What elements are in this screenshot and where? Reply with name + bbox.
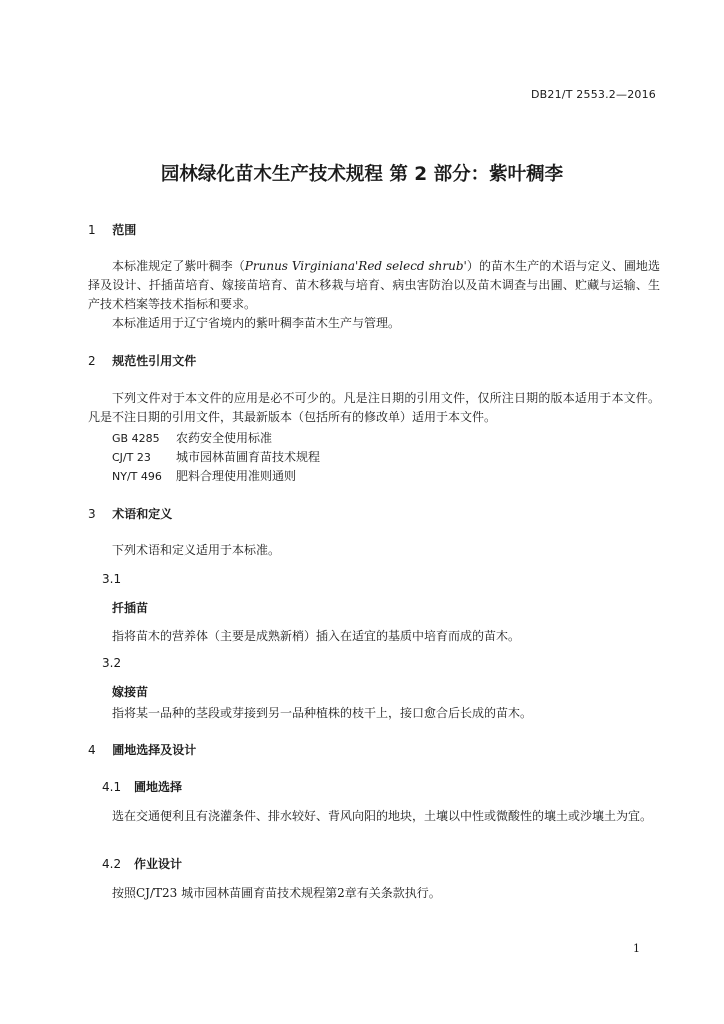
reference-title: 农药安全使用标准 xyxy=(176,431,273,445)
document-title: 园林绿化苗木生产技术规程 第 2 部分：紫叶稠李 xyxy=(160,164,564,185)
subsection-4-2-heading xyxy=(102,855,182,872)
section-3-heading xyxy=(88,505,172,522)
reference-item xyxy=(112,429,272,446)
section-1-scope-paragraph xyxy=(88,257,660,314)
section-1-applicability-paragraph: 本标准适用于辽宁省境内的紫叶稠李苗木生产与管理。 xyxy=(112,316,401,330)
section-4-heading xyxy=(88,741,196,758)
term-name: 扦插苗 xyxy=(112,601,149,615)
subsection-title: 圃地选择 xyxy=(134,780,183,794)
section-number: 2 xyxy=(88,354,96,368)
subsection-4-2-text: 按照CJ/T23 城市园林苗圃育苗技术规程第2章有关条款执行。 xyxy=(112,886,441,900)
section-number: 1 xyxy=(88,223,96,237)
reference-item xyxy=(112,467,296,484)
term-name: 嫁接苗 xyxy=(112,685,149,699)
section-2-heading xyxy=(88,352,196,369)
subsection-number: 4.2 xyxy=(102,857,122,871)
reference-code: GB 4285 xyxy=(112,432,160,445)
scope-text-post: ）的苗木生产的术语与定义、圃地选择及设计、扦插苗培育、嫁接苗培育、苗木移栽与培育、病虫害防治以及苗木调查与出圃、贮藏与运输、生产技术档案等技术指标和要求。 xyxy=(88,259,660,311)
reference-title: 肥料合理使用准则通则 xyxy=(176,469,297,483)
document-number: DB21/T 2553.2—2016 xyxy=(530,88,656,101)
page-number: 1 xyxy=(633,942,640,955)
term-definition: 指将某一品种的茎段或芽接到另一品种植株的枝干上，接口愈合后长成的苗木。 xyxy=(112,706,533,720)
term-definition: 指将苗木的营养体（主要是成熟新梢）插入在适宜的基质中培育而成的苗木。 xyxy=(112,629,521,643)
reference-code: CJ/T 23 xyxy=(112,451,151,464)
term-number: 3.2 xyxy=(102,656,122,670)
subsection-4-1-text: 选在交通便利且有浇灌条件、排水较好、背风向阳的地块，土壤以中性或微酸性的壤土或沙壤土为宜。 xyxy=(112,809,653,823)
scope-text-pre: 本标准规定了紫叶稠李（ xyxy=(112,259,245,273)
subsection-4-1-heading xyxy=(102,778,182,795)
reference-code: NY/T 496 xyxy=(112,470,162,483)
section-2-intro-paragraph: 下列文件对于本文件的应用是必不可少的。凡是注日期的引用文件，仅所注日期的版本适用于本文件。凡是不注日期的引用文件，其最新版本（包括所有的修改单）适用于本文件。 xyxy=(88,391,660,424)
section-1-heading xyxy=(88,221,136,238)
reference-item xyxy=(112,448,320,465)
section-number: 4 xyxy=(88,743,96,757)
section-3-intro-paragraph: 下列术语和定义适用于本标准。 xyxy=(112,543,281,557)
section-title: 规范性引用文件 xyxy=(112,354,197,368)
section-title: 范围 xyxy=(112,223,137,237)
section-title: 圃地选择及设计 xyxy=(112,743,197,757)
latin-cultivar-name: Prunus Virginiana'Red selecd shrub' xyxy=(244,259,467,273)
subsection-number: 4.1 xyxy=(102,780,122,794)
reference-title: 城市园林苗圃育苗技术规程 xyxy=(176,450,321,464)
term-number: 3.1 xyxy=(102,572,122,586)
subsection-title: 作业设计 xyxy=(134,857,183,871)
section-title: 术语和定义 xyxy=(112,507,173,521)
section-number: 3 xyxy=(88,507,96,521)
